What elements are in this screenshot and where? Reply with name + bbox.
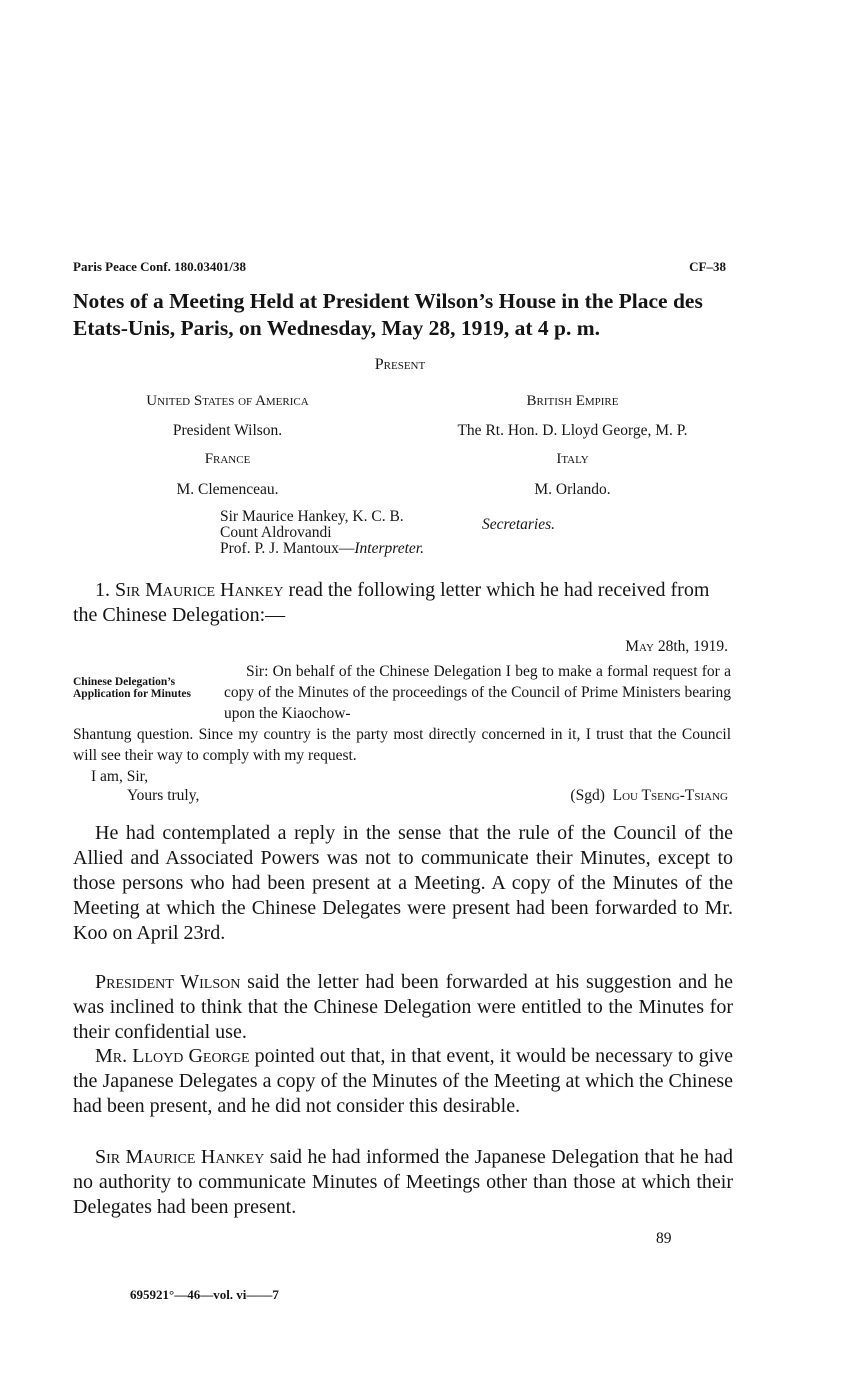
letter-sgd: (Sgd)	[570, 787, 605, 804]
letter-body-first: Sir: On behalf of the Chinese Delegation I beg to make a formal request for a copy of the Minutes of the proceedings of the Council of Prime Ministers bearing upon the Kiaochow-	[224, 663, 731, 722]
delegation-it-label: Italy	[556, 451, 589, 467]
page-number: 89	[656, 1230, 672, 1247]
page-title: Notes of a Meeting Held at President Wilson’s House in the Place des Etats-Unis, Paris, on Wednesday, May 28, 1919, at 4 p. m.	[73, 289, 703, 340]
delegation-be-label: British Empire	[526, 393, 619, 409]
print-footer: 695921°—46—vol. vi——7	[130, 1287, 279, 1302]
secretary-hankey: Sir Maurice Hankey, K. C. B.	[220, 508, 404, 525]
letter-date-month: May	[625, 638, 654, 655]
item-number: 1.	[95, 579, 110, 601]
item-1-speaker: Sir Maurice Hankey	[115, 579, 284, 601]
secretaries-list	[220, 509, 424, 557]
paragraph-3-speaker: Mr. Lloyd George	[95, 1045, 250, 1067]
interpreter-line	[220, 541, 424, 557]
document-code: CF–38	[689, 259, 726, 274]
paragraph-4-text: said he had informed the Japanese Delegation that he had no authority to communicate Minutes of Meetings other than those at which their Delegates had been present.	[73, 1146, 734, 1218]
secretaries-label: Secretaries.	[482, 516, 556, 533]
paragraph-1: He had contemplated a reply in the sense that the rule of the Council of the Allied and Associated Powers was not to communicate their Minutes, except to those persons who had been present at a Meeting. A copy of the Minutes of the Meeting at which the Chinese Delegates were present had been forwarded to Mr. Koo on April 23rd.	[73, 822, 733, 944]
delegation-be-person: The Rt. Hon. D. Lloyd George, M. P.	[457, 422, 688, 439]
interpreter-label: Interpreter.	[354, 540, 424, 557]
delegation-us-person: President Wilson.	[172, 422, 283, 439]
letter-signature	[570, 787, 728, 805]
present-heading: Present	[374, 356, 426, 373]
item-1-paragraph	[73, 578, 733, 628]
paragraph-2	[73, 970, 733, 1045]
letter-date-rest: 28th, 1919.	[653, 638, 728, 655]
item-1-text: read the following letter which he had received from the Chinese Delegation:—	[73, 579, 710, 626]
delegation-fr-label: France	[204, 451, 251, 467]
delegation-it-person: M. Orlando.	[534, 481, 611, 498]
document-reference: Paris Peace Conf. 180.03401/38	[73, 259, 246, 274]
letter-yours: Yours truly,	[127, 787, 200, 804]
paragraph-3	[73, 1044, 733, 1119]
secretary-aldrovandi: Count Aldrovandi	[220, 524, 332, 541]
letter-closing: I am, Sir,	[91, 768, 149, 785]
paragraph-2-speaker: President Wilson	[95, 971, 241, 993]
margin-note: Chinese Delegation’s Application for Minutes	[73, 676, 191, 700]
letter-body-rest: Shantung question. Since my country is the party most directly concerned in it, I trust that the Council will see their way to comply with my request.	[73, 726, 731, 764]
letter-signatory: Lou Tseng-Tsiang	[612, 787, 728, 804]
delegation-us-label: United States of America	[146, 393, 309, 409]
interpreter-name: Prof. P. J. Mantoux—	[220, 540, 355, 557]
paragraph-2-text: said the letter had been forwarded at his suggestion and he was inclined to think that the Chinese Delegation were entitled to the Minutes for their confidential use.	[73, 971, 733, 1043]
letter-date	[625, 638, 728, 656]
paragraph-4	[73, 1145, 733, 1220]
paragraph-4-speaker: Sir Maurice Hankey	[95, 1146, 265, 1168]
delegation-fr-person: M. Clemenceau.	[176, 481, 279, 498]
paragraph-3-text: pointed out that, in that event, it would be necessary to give the Japanese Delegates a copy of the Minutes of the Meeting at which the Chinese had been present, and he did not consider this desirable.	[73, 1045, 734, 1117]
